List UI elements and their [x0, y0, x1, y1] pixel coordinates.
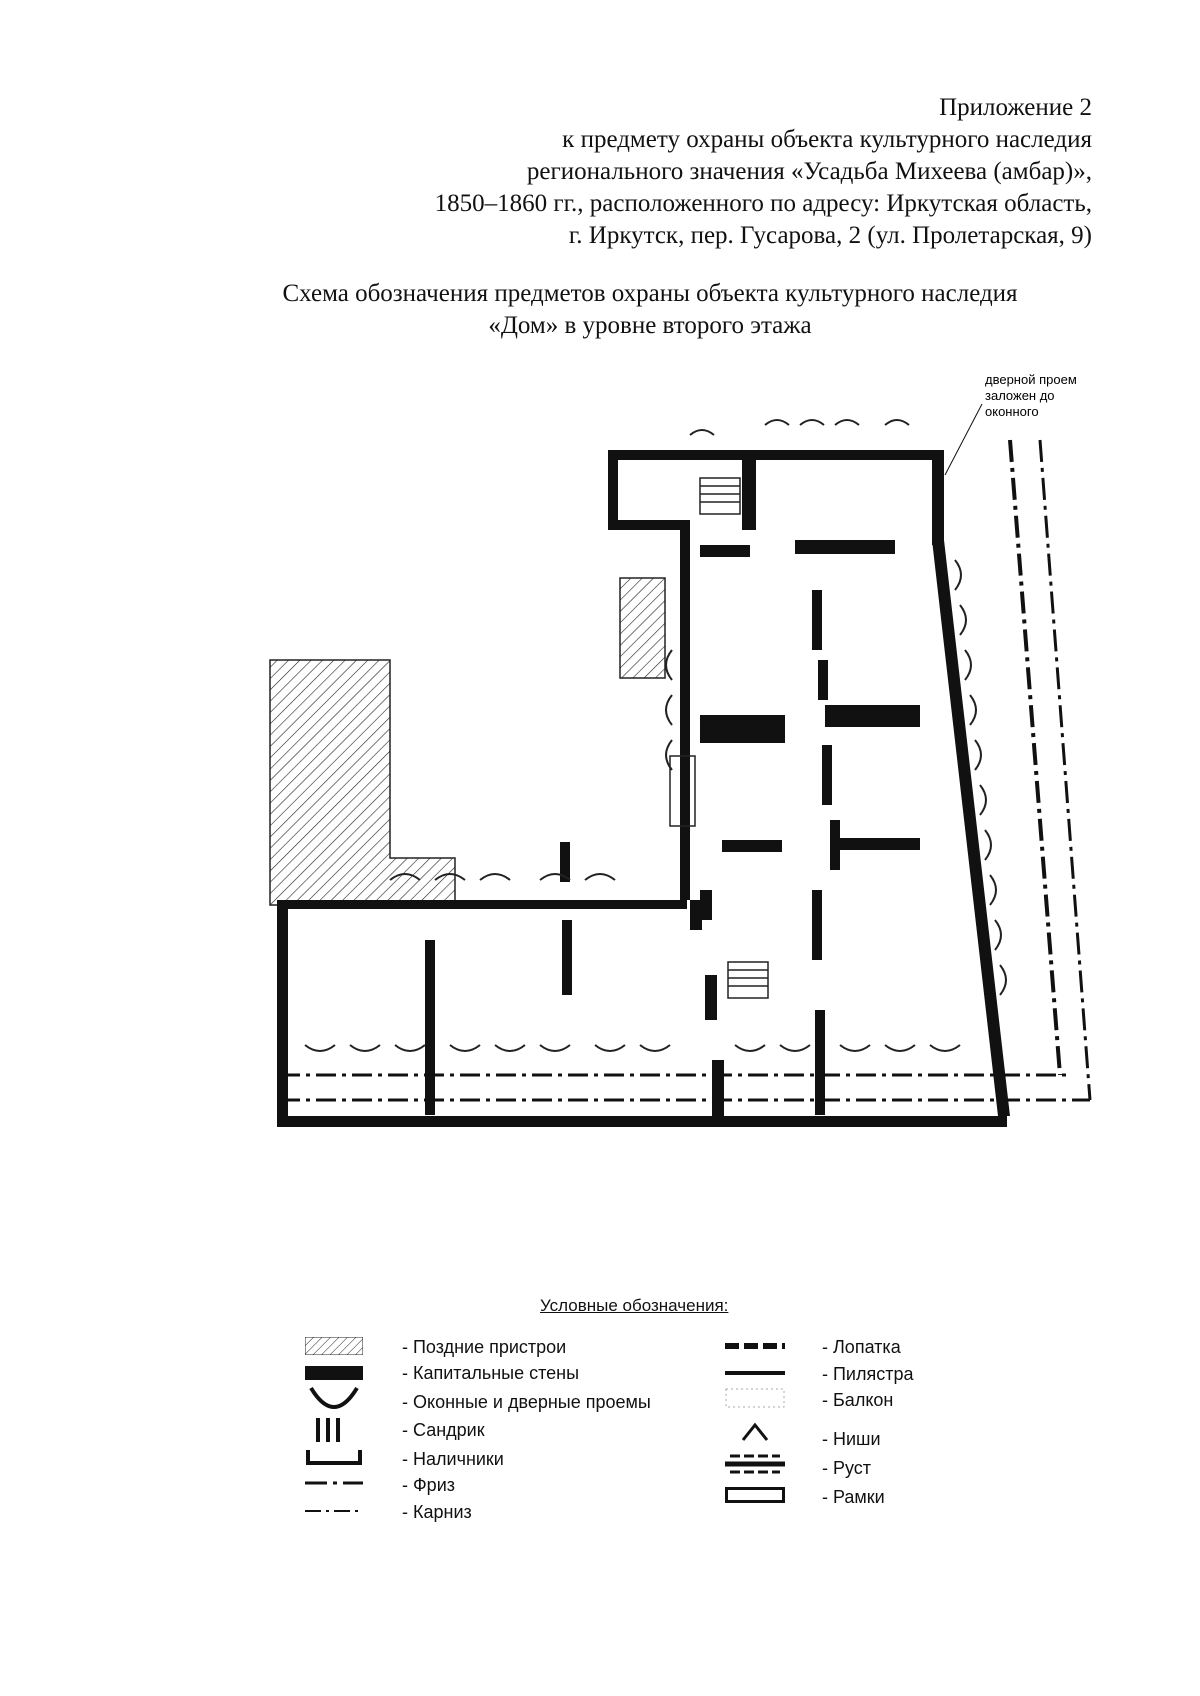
court-windows — [390, 650, 672, 880]
legend-pilyastra: - Пилястра — [822, 1364, 914, 1384]
door-note-leader — [945, 404, 982, 475]
appendix-line: регионального значения «Усадьба Михеева (амбар)», — [526, 158, 1092, 185]
dash-dot-icon — [305, 1480, 363, 1486]
floor-plan — [0, 360, 1200, 1240]
rust-icon — [725, 1453, 785, 1475]
legend-ramki: - Рамки — [822, 1487, 885, 1507]
legend-balkon: - Балкон — [822, 1390, 894, 1410]
door-note-line1: дверной проем — [985, 372, 1077, 387]
frame-icon — [725, 1487, 785, 1503]
legend-karniz: - Карниз — [402, 1502, 472, 1522]
dashed-heavy-icon — [725, 1342, 785, 1350]
bracket-icon — [305, 1448, 363, 1466]
appendix-line: 1850–1860 гг., расположенного по адресу: Иркутская область, — [434, 190, 1092, 217]
triple-line-icon — [310, 1418, 350, 1442]
legend-rust: - Руст — [822, 1458, 872, 1478]
legend-openings: - Оконные и дверные проемы — [402, 1392, 651, 1412]
scheme-title-line: «Дом» в уровне второго этажа — [488, 312, 812, 339]
appendix-line: Приложение 2 — [939, 94, 1092, 121]
legend-friz: - Фриз — [402, 1475, 455, 1495]
late-addition-court — [620, 578, 665, 678]
appendix-line: г. Иркутск, пер. Гусарова, 2 (ул. Пролетарская, 9) — [568, 222, 1092, 249]
legend-nalichniki: - Наличники — [402, 1449, 504, 1469]
appendix-line: к предмету охраны объекта культурного наследия — [562, 126, 1092, 153]
legend-title: Условные обозначения: — [540, 1296, 729, 1315]
arc-opening-icon — [305, 1386, 363, 1416]
dash-dot-thin-icon — [305, 1508, 363, 1514]
legend-lopatka: - Лопатка — [822, 1337, 901, 1357]
dotted-box-icon — [725, 1388, 785, 1408]
scheme-title-line: Схема обозначения предметов охраны объекта культурного наследия — [282, 280, 1018, 307]
scheme-title — [0, 278, 1200, 342]
door-note-line2: заложен до — [985, 388, 1055, 403]
caret-icon — [740, 1422, 770, 1442]
south-windows — [305, 1045, 960, 1051]
north-windows — [690, 420, 909, 435]
late-addition-west — [270, 660, 455, 905]
hatch-icon — [305, 1337, 363, 1355]
solid-bar-icon — [305, 1366, 363, 1380]
door-note-line3: оконного — [985, 404, 1039, 419]
legend-capital-walls: - Капитальные стены — [402, 1363, 580, 1383]
appendix-header — [435, 92, 1092, 252]
solid-line-icon — [725, 1370, 785, 1376]
legend-nishi: - Ниши — [822, 1429, 881, 1449]
legend-sandrik: - Сандрик — [402, 1420, 485, 1440]
legend-late-additions: - Поздние пристрои — [402, 1337, 567, 1357]
